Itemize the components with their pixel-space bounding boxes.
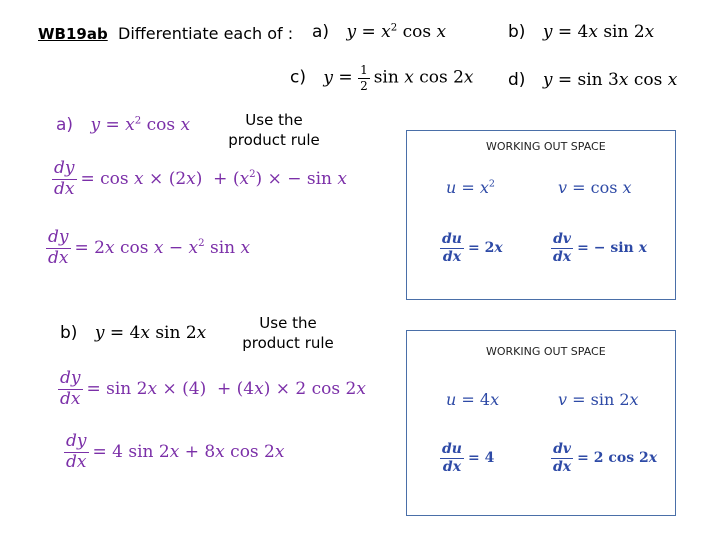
worksheet-tag: WB19ab [38, 25, 108, 43]
part-b-hint-line1: Use the [259, 314, 317, 332]
part-a-hint-line1: Use the [245, 111, 303, 129]
question-b: b) y = 4x sin 2x [508, 22, 655, 42]
part-b-question: b) y = 4x sin 2x [60, 323, 207, 343]
part-b-du: $\frac{du}{dx}$ = 4 [442, 441, 495, 475]
part-a-step1: $\frac{dy}{dx}$ = $\cos x \times (2x) + (x^2)$ × − sin x [54, 158, 347, 199]
question-c-label: c) [290, 67, 306, 88]
part-a-working-box [406, 130, 676, 300]
part-b-working-label: WORKING OUT SPACE [486, 345, 606, 358]
part-a-label: a) [56, 115, 74, 135]
instruction-text: Differentiate each of : [118, 24, 294, 43]
question-a-label: a) [312, 22, 330, 42]
question-b-label: b) [508, 22, 526, 42]
part-b-step1: $\frac{dy}{dx}$ = sin 2x × (4) + (4x) × 2 cos 2x [60, 368, 366, 409]
question-d-label: d) [508, 70, 526, 90]
part-b-step2: $\frac{dy}{dx}$ = 4 sin 2x + 8x cos 2x [66, 431, 285, 472]
question-d: d) y = sin 3x cos x [508, 70, 678, 90]
part-a-du: $\frac{du}{dx}$ = 2x [442, 231, 503, 265]
question-a: a) $y = x^2$ cos x [312, 22, 447, 42]
part-b-dv: $\frac{dv}{dx}$ = 2 cos 2x [553, 441, 658, 475]
part-a-u-def: $u = x^2$ [446, 178, 496, 197]
part-b-u-def: u = 4x [446, 390, 500, 409]
question-c: c) y = $\frac{1}{2}$ sin x cos 2x [290, 63, 474, 93]
part-a-working-label: WORKING OUT SPACE [486, 140, 606, 153]
part-b-label: b) [60, 323, 78, 343]
part-a-hint [218, 110, 330, 150]
part-b-hint-line2: product rule [242, 334, 334, 352]
part-a-question: a) $y = x^2$ cos x [56, 115, 191, 135]
part-b-v-def: v = sin 2x [558, 390, 639, 409]
part-a-step2: $\frac{dy}{dx}$ = 2x $\cos x - x^2$ sin x [48, 227, 251, 268]
part-b-hint [232, 313, 344, 353]
part-a-v-def: v = cos x [558, 178, 632, 197]
part-a-hint-line2: product rule [228, 131, 320, 149]
part-a-dv: $\frac{dv}{dx}$ = − sin x [553, 231, 647, 265]
